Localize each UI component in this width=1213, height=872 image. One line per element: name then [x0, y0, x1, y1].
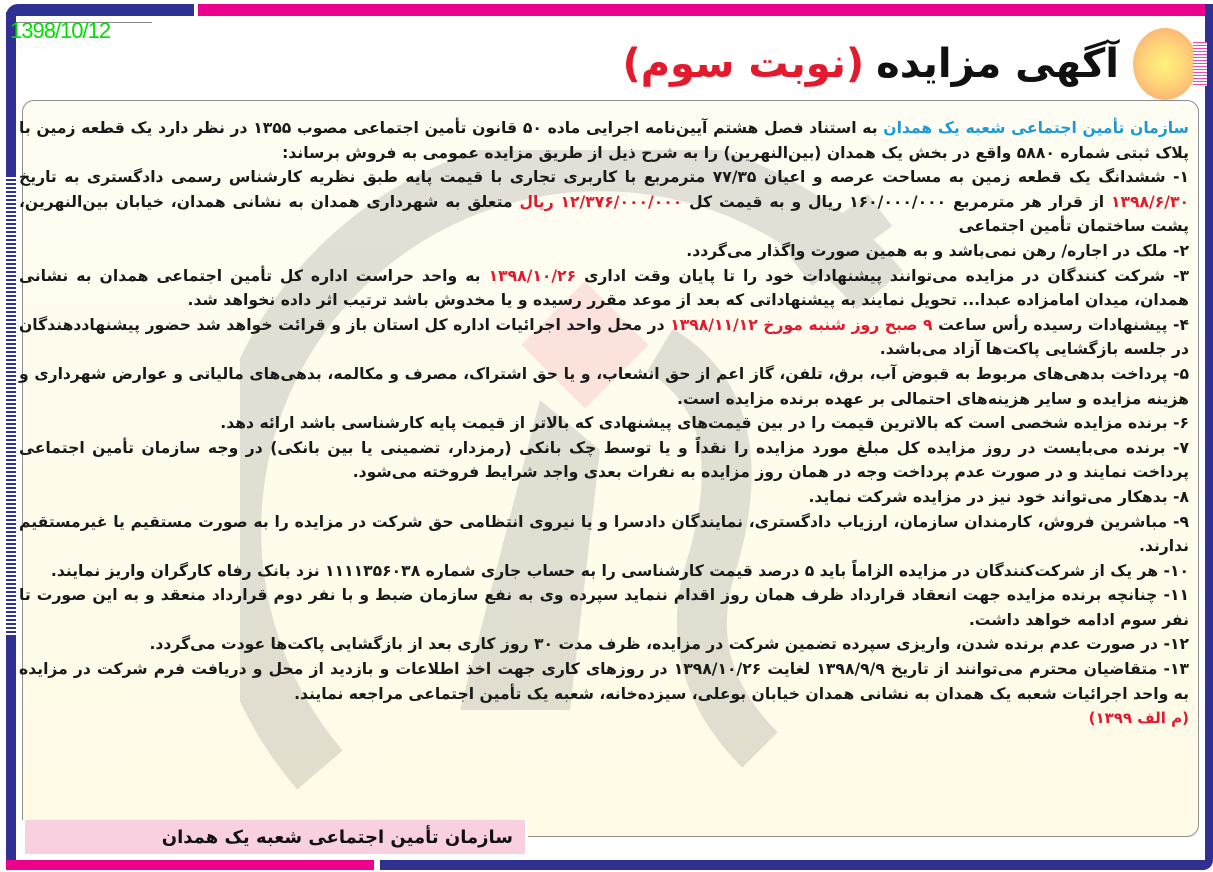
- signature-banner: [22, 820, 528, 854]
- list-item: ۷- برنده می‌بایست در روز مزایده کل مبلغ مورد مزایده را نقداً و یا توسط چک بانکی (رمزدار، تضمینی یا بین بانکی) در وجه سازمان تأمین اجتماعی پرداخت نمایند و در صورت عدم پرداخت وجه در همان روز مزایده به نفرات بعدی واجد شرایط فروخته می‌شود.: [19, 438, 1189, 482]
- deadline-date: ۱۳۹۸/۱۰/۲۶: [488, 266, 577, 285]
- total-price: ۱۲/۳۷۶/۰۰۰/۰۰۰ ریال: [519, 192, 683, 211]
- frame-left-stripes: [6, 175, 16, 635]
- list-item: ۳- شرکت کنندگان در مزایده می‌توانند پیشنهادات خود را تا پایان وقت اداری ۱۳۹۸/۱۰/۲۶ به واحد حراست اداره کل تأمین اجتماعی همدان به نشانی همدان، میدان امامزاده عبدا... تحویل نمایند به پیشنهاداتی که بعد از موعد مقرر رسیده و یا مخدوش باشد ترتیب اثر داده نخواهد شد.: [19, 266, 1190, 310]
- date-stamp: 1398/10/12: [10, 18, 111, 43]
- notice-text: [19, 116, 1189, 731]
- list-item: ۹- مباشرین فروش، کارمندان سازمان، ارزیاب دادگستری، نمایندگان دادسرا و یا نیروی انتظامی حق شرکت در مزایده را به صورت مستقیم یا غیرمستقیم ندارند.: [19, 512, 1189, 556]
- reference-code: (م الف ۱۳۹۹): [1088, 709, 1189, 728]
- opening-datetime: ۹ صبح روز شنبه مورخ ۱۳۹۸/۱۱/۱۲: [670, 315, 933, 334]
- page-title: [622, 41, 1119, 87]
- list-item: ۱۳- متقاضیان محترم می‌توانند از تاریخ ۱۳۹۸/۹/۹ لغایت ۱۳۹۸/۱۰/۲۶ در روزهای کاری جهت اخذ اطلاعات و بازدید از محل و دریافت فرم شرکت در مزایده به واحد اجرائیات شعبه یک همدان به نشانی همدان خیابان بوعلی، سیزده‌خانه، شعبه یک تأمین اجتماعی مراجعه نمایند.: [19, 660, 1190, 703]
- frame-right-bar: [1205, 4, 1213, 866]
- title-main: آگهی مزایده: [876, 41, 1119, 87]
- list-item: ۴- پیشنهادات رسیده رأس ساعت ۹ صبح روز شنبه مورخ ۱۳۹۸/۱۱/۱۲ در محل واحد اجرائیات اداره کل استان باز و قرائت خواهد شد حضور پیشنهاددهندگان در جلسه بازگشایی پاکت‌ها آزاد می‌باشد.: [19, 315, 1190, 359]
- list-item: ۱۲- در صورت عدم برنده شدن، واریزی سپرده تضمین شرکت در مزایده، ظرف مدت ۳۰ روز کاری بعد از بازگشایی پاکت‌ها عودت می‌گردد.: [149, 635, 1189, 654]
- list-item: ۵- پرداخت بدهی‌های مربوط به قبوض آب، برق، تلفن، گاز اعم از حق انشعاب، و یا حق اشتراک، مصرف و مکالمه، بدهی‌های مالیاتی و عوارض شهرداری و هزینه مزایده و سایر هزینه‌های احتمالی بر عهده برنده مزایده است.: [19, 364, 1189, 408]
- list-item: ۱۰- هر یک از شرکت‌کنندگان در مزایده الزاماً باید ۵ درصد قیمت کارشناسی را به حساب جاری شماره ۱۱۱۱۳۵۶۰۳۸ نزد بانک رفاه کارگران واریز نمایند.: [50, 561, 1189, 580]
- frame-top-blue-bar: [6, 4, 194, 16]
- frame-bottom-blue-bar: [380, 860, 1213, 870]
- list-item: ۱- ششدانگ یک قطعه زمین به مساحت عرصه و اعیان ۷۷/۳۵ مترمربع با کاربری تجاری با قیمت پایه طبق نظریه کارشناس رسمی دادگستری به تاریخ ۱۳۹۸/۶/۳۰ از قرار هر مترمربع ۱۶۰/۰۰۰/۰۰۰ ریال و به قیمت کل ۱۲/۳۷۶/۰۰۰/۰۰۰ ریال متعلق به شهرداری همدان به نشانی همدان، خیابان بین‌النهرین، پشت ساختمان تأمین اجتماعی: [19, 168, 1189, 236]
- title-subtitle: (نوبت سوم): [622, 41, 865, 87]
- org-name: سازمان تأمین اجتماعی شعبه یک همدان: [883, 119, 1189, 137]
- intro-paragraph: سازمان تأمین اجتماعی شعبه یک همدان به استناد فصل هشتم آیین‌نامه اجرایی ماده ۵۰ قانون تأمین اجتماعی مصوب ۱۳۵۵ در نظر دارد یک قطعه زمین با پلاک ثبتی شماره ۵۸۸۰ واقع در بخش یک همدان (بین‌النهرین) را به شرح ذیل از طریق مزایده عمومی به فروش برساند:: [19, 119, 1189, 162]
- frame-top-pink-bar: [198, 4, 1213, 16]
- list-item: ۶- برنده مزایده شخصی است که بالاترین قیمت را در بین قیمت‌های پیشنهادی که بالاتر از قیمت پایه کارشناسی باشد ارائه دهد.: [220, 414, 1189, 433]
- decorative-lines-icon: [1193, 42, 1207, 86]
- list-item: ۲- ملک در اجاره/ رهن نمی‌باشد و به همین صورت واگذار می‌گردد.: [686, 241, 1189, 260]
- list-item: ۸- بدهکار می‌تواند خود نیز در مزایده شرکت نماید.: [808, 487, 1189, 506]
- notice-header: [622, 24, 1197, 104]
- appraisal-date: ۱۳۹۸/۶/۳۰: [1110, 192, 1189, 211]
- frame-bottom-pink-bar: [6, 860, 374, 870]
- sun-logo-icon: [1133, 28, 1197, 100]
- list-item: ۱۱- چنانچه برنده مزایده جهت انعقاد قرارداد ظرف همان روز اقدام ننماید سپرده وی به نفع سازمان ضبط و با نفر دوم قرارداد منعقد و به این صورت تا نفر سوم ادامه خواهد داشت.: [19, 586, 1189, 629]
- signature-text: سازمان تأمین اجتماعی شعبه یک همدان: [161, 826, 513, 848]
